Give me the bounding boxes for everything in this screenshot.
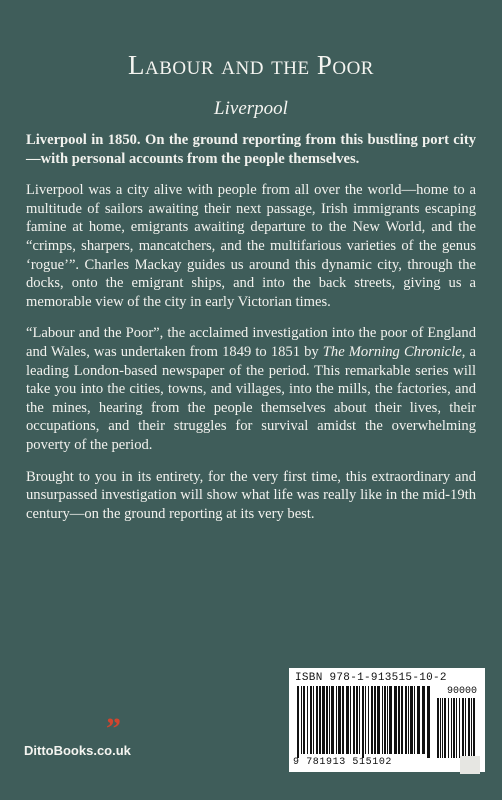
- barcode-bar: [301, 686, 302, 754]
- barcode-addon-bar: [465, 698, 466, 758]
- blurb: [26, 131, 476, 536]
- blurb-paragraph-3-part2: , a leading London-based newspaper of the period. This remarkable series will take you into the cities, towns, and villages, into the mills, the factories, and the mines, hearing from the people themselves about their lives, their occupations, and their struggles for survival amidst the overwhelming poverty of the period.: [26, 343, 476, 453]
- barcode-bar: [410, 686, 413, 754]
- barcode-addon-bar: [456, 698, 457, 758]
- barcode-bar: [417, 686, 420, 754]
- barcode-bar: [422, 686, 425, 754]
- ean-digits: 9 781913 515102: [293, 757, 393, 768]
- barcode-bar: [362, 686, 364, 758]
- isbn-number: ISBN 978-1-913515-10-2: [295, 672, 447, 684]
- barcode-bar: [307, 686, 308, 754]
- barcode-addon-bar: [453, 698, 455, 758]
- barcode-bar: [356, 686, 358, 754]
- barcode-addon-bar: [459, 698, 460, 758]
- barcode-addon-bar: [471, 698, 472, 758]
- book-title: Labour and the Poor: [128, 50, 374, 80]
- barcode-bar: [377, 686, 380, 754]
- barcode-bar: [394, 686, 397, 754]
- barcode-bar: [384, 686, 386, 754]
- barcode-addon-bar: [444, 698, 446, 758]
- newspaper-name: The Morning Chronicle: [322, 343, 462, 360]
- barcode-addon-bar: [451, 698, 452, 758]
- barcode-bar: [331, 686, 334, 754]
- book-subtitle: Liverpool: [214, 98, 288, 119]
- isbn-barcode: [289, 668, 485, 772]
- publisher-quote-mark-icon: ”: [106, 712, 121, 745]
- barcode-bar: [387, 686, 388, 754]
- barcode-addon-bar: [440, 698, 441, 758]
- barcode-bars: [295, 686, 479, 758]
- blurb-paragraph-3: [26, 324, 476, 454]
- barcode-bar: [382, 686, 383, 754]
- barcode-bar: [329, 686, 330, 754]
- barcode-bar: [297, 686, 299, 758]
- barcode-addon-bar: [473, 698, 475, 758]
- barcode-bar: [368, 686, 369, 754]
- barcode-bar: [313, 686, 314, 754]
- barcode-addon-bar: [437, 698, 439, 758]
- barcode-bar: [326, 686, 328, 754]
- barcode-bar: [414, 686, 415, 754]
- barcode-bar: [389, 686, 392, 754]
- barcode-bar: [401, 686, 403, 754]
- barcode-bar: [322, 686, 325, 754]
- barcode-bar: [350, 686, 351, 754]
- barcode-bar: [310, 686, 312, 754]
- barcode-bar: [398, 686, 400, 754]
- blurb-lead: Liverpool in 1850. On the ground reporting from this bustling port city—with personal accounts from the people themselves.: [26, 132, 476, 167]
- barcode-bar: [319, 686, 321, 754]
- barcode-bar: [346, 686, 349, 754]
- publisher-website: DittoBooks.co.uk: [24, 743, 131, 758]
- barcode-bar: [342, 686, 344, 754]
- barcode-bar: [427, 686, 430, 758]
- barcode-bar: [353, 686, 355, 754]
- barcode-addon-bar: [448, 698, 449, 758]
- barcode-bar: [371, 686, 373, 754]
- blurb-paragraph-2: Liverpool was a city alive with people from all over the world—home to a multitude of sailors awaiting their next passage, Irish immigrants escaping famine at home, emigrants awaiting departure to the New World, and the “crimps, sharpers, mancatchers, and the multifarious varieties of the genus ‘rogue’”. Charles Mackay guides us around this dynamic city, through the docks, onto the emigrant ships, and into the back streets, giving us a memorable view of the city in early Victorian times.: [26, 182, 476, 310]
- barcode-corner-tab: [460, 756, 480, 774]
- blurb-paragraph-4: Brought to you in its entirety, for the very first time, this extraordinary and unsurpassed investigation will show what life was really like in the mid-19th century—on the ground reporting at its very best.: [26, 468, 476, 522]
- barcode-addon-bar: [462, 698, 464, 758]
- barcode-bar: [338, 686, 341, 754]
- barcode-bar: [359, 686, 360, 754]
- barcode-bar: [405, 686, 407, 754]
- barcode-bar: [303, 686, 305, 754]
- blurb-paragraph-3-part1: “Labour and the Poor”, the acclaimed investigation into the poor of England and Wales, was undertaken from 1849 to 1851 by: [26, 325, 476, 360]
- barcode-bar: [316, 686, 318, 754]
- barcode-addon-bar: [468, 698, 470, 758]
- barcode-addon-number: 90000: [446, 686, 477, 697]
- barcode-bar: [336, 686, 337, 754]
- barcode-addon-bar: [442, 698, 443, 758]
- barcode-bar: [374, 686, 376, 754]
- barcode-bar: [408, 686, 409, 754]
- barcode-bar: [365, 686, 366, 754]
